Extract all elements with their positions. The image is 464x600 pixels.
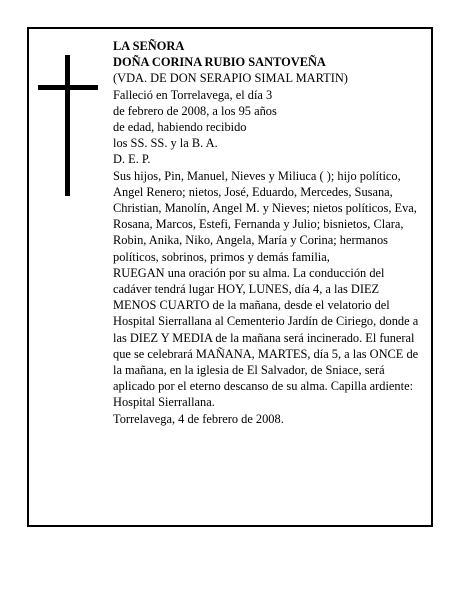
notice-text bbox=[113, 38, 425, 427]
family-paragraph: Sus hijos, Pin, Manuel, Nieves y Miliuca ( ); hijo político, Angel Renero; nietos, José, Eduardo, Mercedes, Susana, Christian, Manolín, Angel M. y Nieves; nietos políticos, Eva, Rosana, Marcos, Estefi, Fernanda y Julio; bisnietos, Clara, Robin, Anika, Niko, Angela, María y Corina; hermanos políticos, sobrinos, primos y demás familia, bbox=[113, 168, 417, 264]
widow-line: (VDA. DE DON SERAPIO SIMAL MARTIN) bbox=[113, 71, 348, 86]
request-paragraph: RUEGAN una oración por su alma. La conducción del cadáver tendrá lugar HOY, LUNES, día 4, a las DIEZ MENOS CUARTO de la mañana, desde el velatorio del Hospital Sierrallana al Cementerio Jardín de Ciriego, donde a las DIEZ Y MEDIA de la mañana será incinerado. El funeral que se celebrará MAÑANA, MARTES, día 5, a las ONCE de la mañana, en la iglesia de El Salvador, de Sniace, será aplicado por el eterno descanso de su alma. Capilla ardiente: Hospital Sierrallana. bbox=[113, 265, 419, 410]
cross-vertical-bar bbox=[65, 55, 70, 196]
death-line-2: de febrero de 2008, a los 95 años bbox=[113, 103, 277, 118]
cross-icon bbox=[38, 55, 98, 196]
death-line-4: los SS. SS. y la B. A. bbox=[113, 136, 218, 151]
death-line-1: Falleció en Torrelavega, el día 3 bbox=[113, 87, 273, 102]
closing-line: Torrelavega, 4 de febrero de 2008. bbox=[113, 411, 284, 426]
notice-title: LA SEÑORA bbox=[113, 39, 185, 53]
cross-horizontal-bar bbox=[38, 85, 98, 90]
death-line-3: de edad, habiendo recibido bbox=[113, 120, 247, 135]
deceased-name: DOÑA CORINA RUBIO SANTOVEÑA bbox=[113, 55, 326, 70]
dep-line: D. E. P. bbox=[113, 152, 151, 167]
